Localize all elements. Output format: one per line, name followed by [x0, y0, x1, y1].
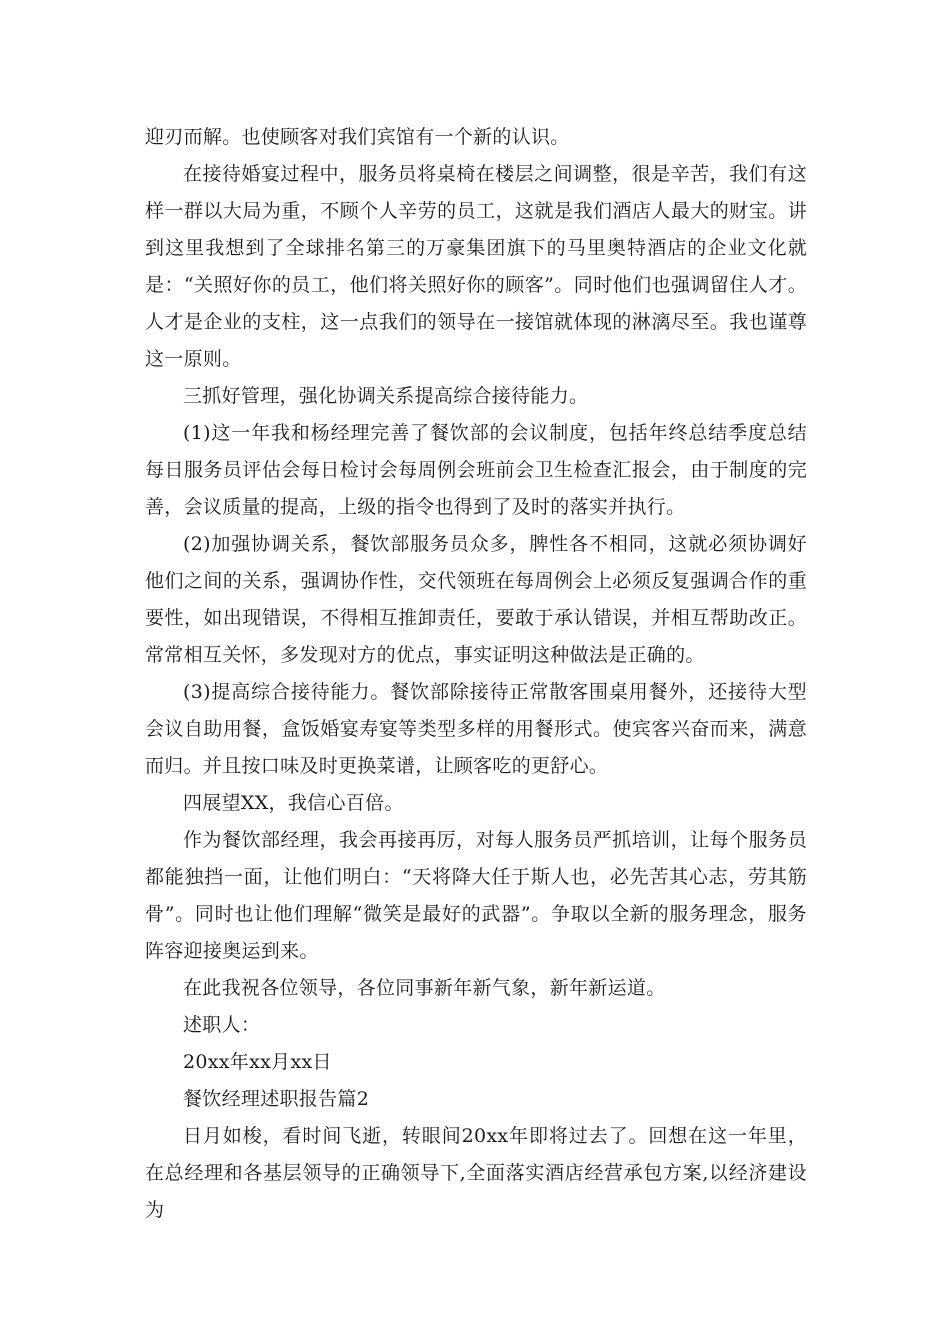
paragraph-item-2: (2)加强协调关系，餐饮部服务员众多，脾性各不相同，这就必须协调好他们之间的关系，强调协作性，交代领班在每周例会上必须反复强调合作的重要性，如出现错误，不得相互推卸责任，要敢于承认错误，并相互帮助改正。常常相互关怀，多发现对方的优点，事实证明这种做法是正确的。 [145, 533, 807, 666]
section-heading-outlook: 四展望XX，我信心百倍。 [183, 792, 404, 814]
document-body [145, 119, 807, 1229]
section-heading-management: 三抓好管理，强化协调关系提高综合接待能力。 [183, 385, 589, 407]
paragraph-report-2-intro: 日月如梭，看时间飞逝，转眼间20xx年即将过去了。回想在这一年里，在总经理和各基层领导的正确领导下,全面落实酒店经营承包方案,以经济建设为 [145, 1125, 807, 1221]
report-title-part-2: 餐饮经理述职报告篇2 [183, 1088, 370, 1110]
paragraph-new-year-wishes: 在此我祝各位领导，各位同事新年新气象，新年新运道。 [183, 977, 666, 999]
signature-date: 20xx年xx月xx日 [183, 1051, 332, 1073]
signature-label: 述职人： [183, 1014, 261, 1036]
paragraph-manager-plan: 作为餐饮部经理，我会再接再厉，对每人服务员严抓培训，让每个服务员都能独挡一面，让他们明白：“天将降大任于斯人也，必先苦其心志，劳其筋骨”。同时也让他们理解“微笑是最好的武器”。争取以全新的服务理念，服务阵容迎接奥运到来。 [145, 829, 807, 962]
paragraph-item-1: (1)这一年我和杨经理完善了餐饮部的会议制度，包括年终总结季度总结每日服务员评估会每日检讨会每周例会班前会卫生检查汇报会，由于制度的完善，会议质量的提高，上级的指令也得到了及时的落实并执行。 [145, 422, 807, 518]
paragraph-item-3: (3)提高综合接待能力。餐饮部除接待正常散客围桌用餐外，还接待大型会议自助用餐，盒饭婚宴寿宴等类型多样的用餐形式。使宾客兴奋而来，满意而归。并且按口味及时更换菜谱，让顾客吃的更舒心。 [145, 681, 807, 777]
paragraph-continuation: 迎刃而解。也使顾客对我们宾馆有一个新的认识。 [145, 126, 570, 148]
paragraph-wedding-reception: 在接待婚宴过程中，服务员将桌椅在楼层之间调整，很是辛苦，我们有这样一群以大局为重，不顾个人辛劳的员工，这就是我们酒店人最大的财宝。讲到这里我想到了全球排名第三的万豪集团旗下的马里奥特酒店的企业文化就是：“关照好你的员工，他们将关照好你的顾客”。同时他们也强调留住人才。人才是企业的支柱，这一点我们的领导在一接馆就体现的淋漓尽至。我也谨尊这一原则。 [145, 163, 807, 370]
